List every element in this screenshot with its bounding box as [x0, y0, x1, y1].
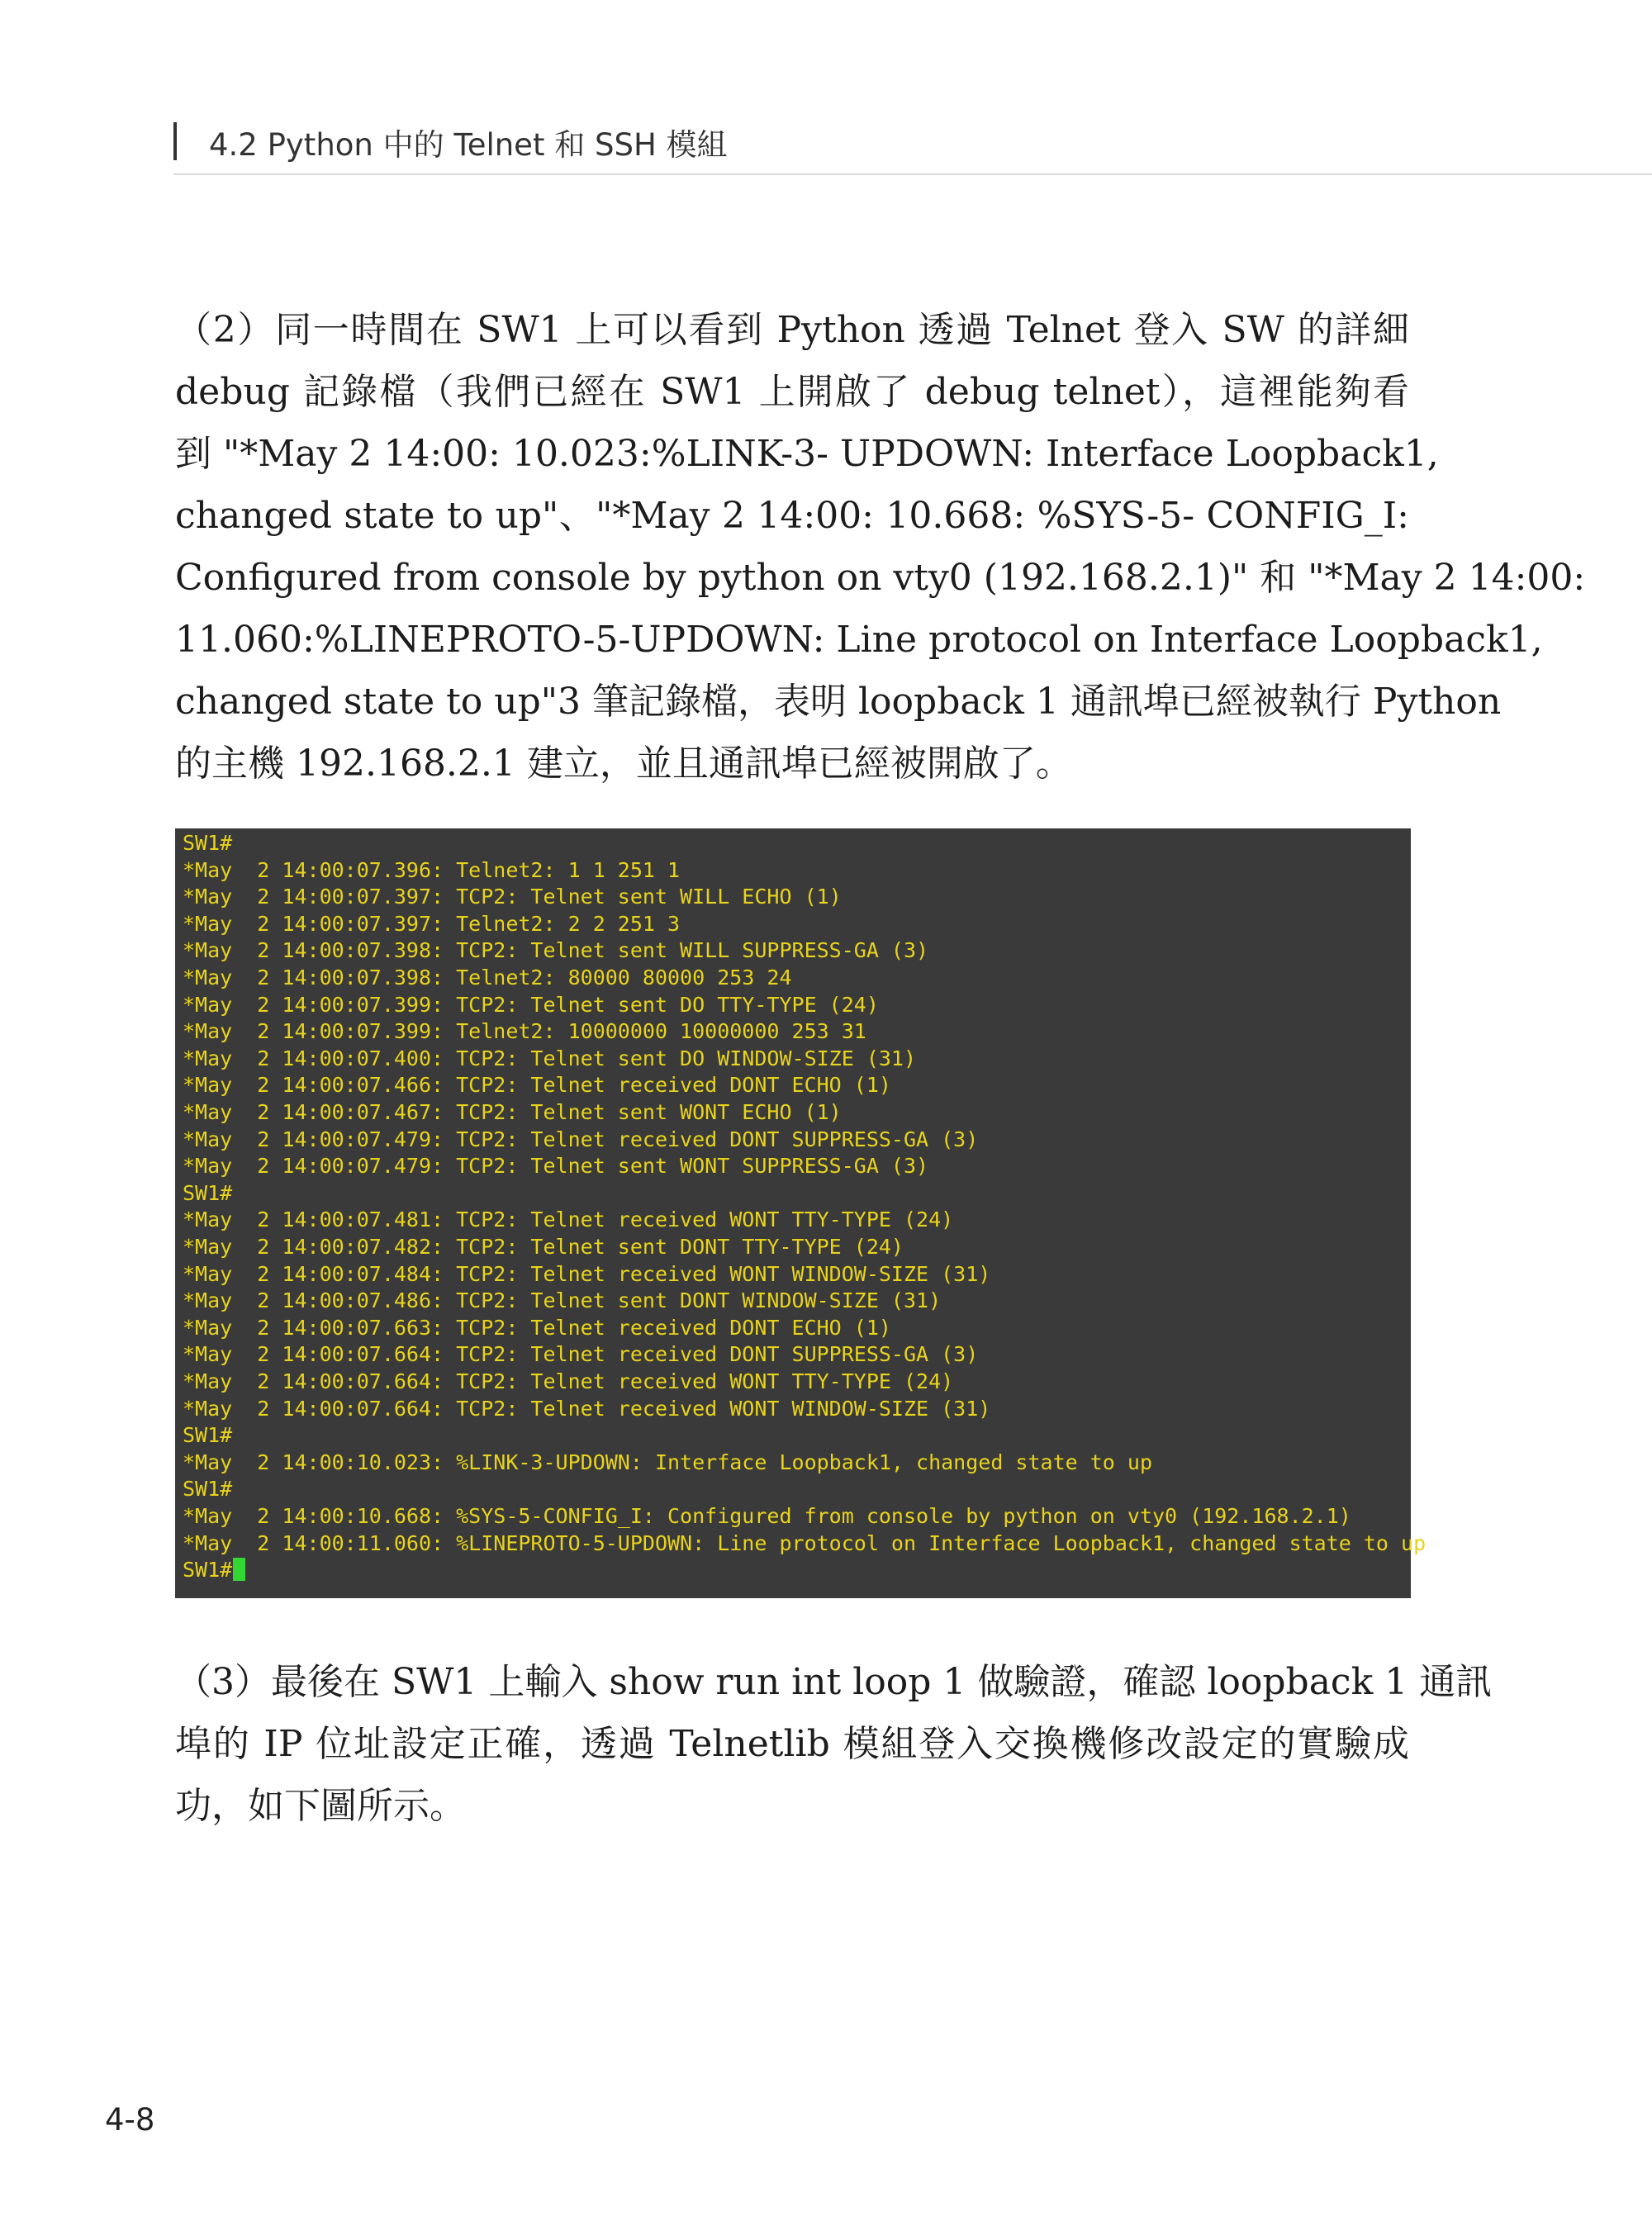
- header-divider: [173, 173, 1652, 175]
- terminal-line: SW1#: [183, 1180, 233, 1205]
- terminal-line: *May 2 14:00:07.484: TCP2: Telnet received WONT WINDOW-SIZE (31): [183, 1261, 991, 1286]
- terminal-line: *May 2 14:00:11.060: %LINEPROTO-5-UPDOWN: Line protocol on Interface Loopback1, changed state to up: [183, 1530, 1427, 1555]
- paragraph-line: 功，如下圖所示。: [175, 1785, 466, 1827]
- paragraph-step-2: [175, 299, 1586, 795]
- terminal-line: *May 2 14:00:07.397: Telnet2: 2 2 251 3: [183, 911, 681, 936]
- paragraph-line: Configured from console by python on vty0 (192.168.2.1)" 和 "*May 2 14:00:: [175, 557, 1586, 599]
- terminal-line: *May 2 14:00:07.663: TCP2: Telnet received DONT ECHO (1): [183, 1315, 891, 1340]
- terminal-screenshot: [175, 828, 1427, 1598]
- header-bar: [173, 122, 177, 160]
- terminal-line: *May 2 14:00:07.664: TCP2: Telnet received DONT SUPPRESS-GA (3): [183, 1342, 979, 1367]
- paragraph-line: （3）最後在 SW1 上輸入 show run int loop 1 做驗證，確認 loopback 1 通訊: [175, 1661, 1493, 1703]
- paragraph-line: （2）同一時間在 SW1 上可以看到 Python 透過 Telnet 登入 SW 的詳細: [175, 309, 1409, 351]
- section-header-title: 4.2 Python 中的 Telnet 和 SSH 模組: [209, 127, 728, 163]
- terminal-line: *May 2 14:00:07.479: TCP2: Telnet sent WONT SUPPRESS-GA (3): [183, 1154, 929, 1179]
- terminal-line: *May 2 14:00:07.398: TCP2: Telnet sent WILL SUPPRESS-GA (3): [183, 938, 929, 963]
- terminal-line: *May 2 14:00:10.668: %SYS-5-CONFIG_I: Configured from console by python on vty0 (192.168.2.1): [183, 1504, 1351, 1528]
- terminal-line: *May 2 14:00:07.400: TCP2: Telnet sent DO WINDOW-SIZE (31): [183, 1046, 917, 1070]
- terminal-line: *May 2 14:00:07.397: TCP2: Telnet sent WILL ECHO (1): [183, 885, 842, 909]
- paragraph-line: 的主機 192.168.2.1 建立，並且通訊埠已經被開啟了。: [175, 743, 1072, 785]
- terminal-line: SW1#: [183, 1423, 233, 1448]
- terminal-line: *May 2 14:00:10.023: %LINK-3-UPDOWN: Interface Loopback1, changed state to up: [183, 1450, 1152, 1474]
- terminal-line: *May 2 14:00:07.482: TCP2: Telnet sent DONT TTY-TYPE (24): [183, 1235, 904, 1259]
- terminal-line: *May 2 14:00:07.396: Telnet2: 1 1 251 1: [183, 857, 681, 882]
- terminal-line: *May 2 14:00:07.486: TCP2: Telnet sent DONT WINDOW-SIZE (31): [183, 1288, 942, 1313]
- terminal-line: *May 2 14:00:07.664: TCP2: Telnet received WONT WINDOW-SIZE (31): [183, 1396, 991, 1421]
- terminal-line: SW1#: [183, 1557, 245, 1583]
- paragraph-line: changed state to up"3 筆記錄檔，表明 loopback 1 通訊埠已經被執行 Python: [175, 681, 1502, 723]
- paragraph-step-3: [175, 1651, 1493, 1837]
- terminal-line: *May 2 14:00:07.479: TCP2: Telnet received DONT SUPPRESS-GA (3): [183, 1127, 979, 1151]
- paragraph-line: 到 "*May 2 14:00: 10.023:%LINK-3- UPDOWN: Interface Loopback1,: [175, 433, 1439, 475]
- terminal-line: *May 2 14:00:07.664: TCP2: Telnet received WONT TTY-TYPE (24): [183, 1369, 954, 1393]
- page-number: 4-8: [105, 2102, 155, 2138]
- terminal-line: *May 2 14:00:07.467: TCP2: Telnet sent WONT ECHO (1): [183, 1100, 842, 1124]
- paragraph-line: changed state to up"、"*May 2 14:00: 10.668: %SYS-5- CONFIG_I:: [175, 495, 1409, 537]
- paragraph-line: 埠的 IP 位址設定正確，透過 Telnetlib 模組登入交換機修改設定的實驗成: [175, 1723, 1409, 1765]
- terminal-line: SW1#: [183, 1477, 233, 1502]
- terminal-cursor: [233, 1558, 245, 1581]
- terminal-line: *May 2 14:00:07.399: Telnet2: 10000000 10000000 253 31: [183, 1019, 866, 1044]
- terminal-line: *May 2 14:00:07.466: TCP2: Telnet received DONT ECHO (1): [183, 1073, 891, 1098]
- terminal-line: *May 2 14:00:07.398: Telnet2: 80000 80000 253 24: [183, 966, 792, 989]
- paragraph-line: debug 記錄檔（我們已經在 SW1 上開啟了 debug telnet），這裡能夠看: [175, 371, 1409, 413]
- terminal-line: *May 2 14:00:07.481: TCP2: Telnet received WONT TTY-TYPE (24): [183, 1208, 954, 1232]
- terminal-line: *May 2 14:00:07.399: TCP2: Telnet sent DO TTY-TYPE (24): [183, 992, 879, 1017]
- paragraph-line: 11.060:%LINEPROTO-5-UPDOWN: Line protocol on Interface Loopback1,: [175, 619, 1543, 661]
- terminal-line: SW1#: [183, 831, 233, 855]
